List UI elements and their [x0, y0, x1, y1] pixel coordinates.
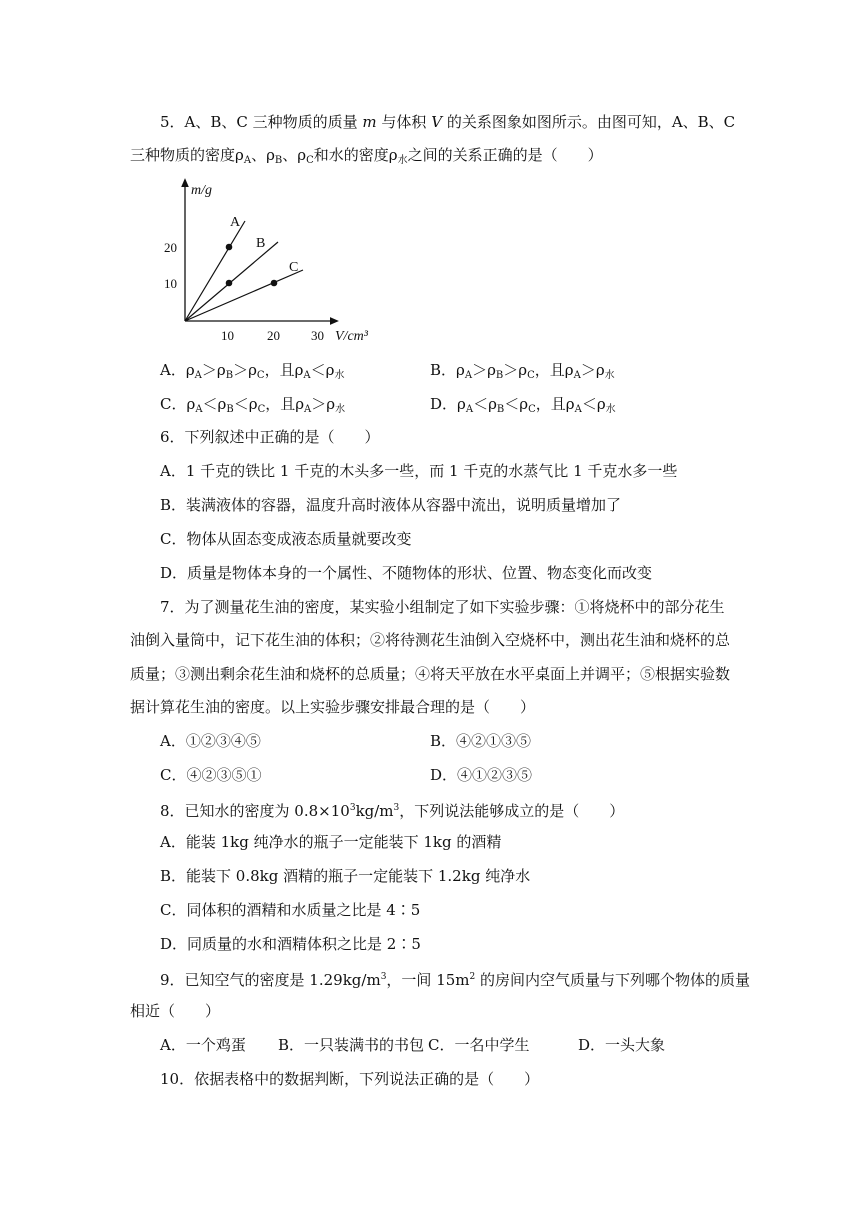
q6-stem: 6．下列叙述中正确的是（ ）	[160, 428, 380, 446]
q7-option-c[interactable]: C．④②③⑤①	[160, 766, 262, 784]
q7-stem-line: 质量；③测出剩余花生油和烧杯的总质量；④将天平放在水平桌面上并调平；⑤根据实验数	[130, 665, 731, 683]
line-c	[185, 270, 303, 321]
q5-option-b[interactable]: B．$\rho_A>\rho_B>\rho_C$，且$\rho_A>\rho_水$	[430, 361, 615, 381]
q6-option-c[interactable]: C．物体从固态变成液态质量就要改变	[160, 530, 412, 548]
q8-option-b[interactable]: B．能装下 0.8kg 酒精的瓶子一定能装下 1.2kg 纯净水	[160, 867, 531, 885]
q5-text: 与体积	[376, 113, 432, 131]
q5-text: 和水的密度	[313, 146, 389, 164]
line-label-c: C	[289, 260, 299, 275]
separator: 、	[282, 146, 298, 164]
line-label-b: B	[256, 236, 266, 251]
q5-text: 5．A、B、C 三种物质的质量	[160, 113, 363, 131]
q5-option-c[interactable]: C．$\rho_A<\rho_B<\rho_C$，且$\rho_A>\rho_水$	[160, 395, 346, 415]
q9-stem-line2: 相近（ ）	[130, 1002, 221, 1020]
point-b	[226, 280, 233, 287]
q6-option-a[interactable]: A．1 千克的铁比 1 千克的木头多一些，而 1 千克的水蒸气比 1 千克水多一些	[160, 462, 678, 480]
x-tick-label: 10	[221, 328, 234, 343]
q9-option-d[interactable]: D．一头大象	[578, 1036, 666, 1054]
x-axis-label: V/cm³	[335, 329, 368, 344]
var-v: V	[431, 113, 443, 131]
q9-option-b[interactable]: B．一只装满书的书包	[278, 1036, 425, 1054]
q8-option-a[interactable]: A．能装 1kg 纯净水的瓶子一定能装下 1kg 的酒精	[160, 833, 502, 851]
q7-stem-line: 油倒入量筒中，记下花生油的体积；②将待测花生油倒入空烧杯中，测出花生油和烧杯的总	[130, 631, 731, 649]
q9-stem: 9．已知空气的密度是 $1.29kg/m^3$，一间 $15m^2$ 的房间内空气质量与下列哪个物体的质量	[160, 971, 751, 989]
q5-text: 的关系图象如图所示。由图可知，A、B、C	[442, 113, 736, 131]
separator: 、	[251, 146, 267, 164]
q7-option-b[interactable]: B．④②①③⑤	[430, 732, 532, 750]
q7-stem-line: 7．为了测量花生油的密度，某实验小组制定了如下实验步骤：①将烧杯中的部分花生	[160, 598, 725, 616]
q9-option-c[interactable]: C．一名中学生	[428, 1036, 530, 1054]
y-axis-label: m/g	[191, 183, 212, 198]
q5-option-a[interactable]: A．$\rho_A>\rho_B>\rho_C$，且$\rho_A<\rho_水$	[160, 361, 345, 381]
rho-a: $\rho_A$	[235, 146, 252, 166]
point-c	[271, 280, 278, 287]
q10-stem: 10．依据表格中的数据判断，下列说法正确的是（ ）	[160, 1070, 540, 1088]
line-label-a: A	[230, 215, 241, 230]
mass-volume-graph	[155, 176, 380, 351]
rho-b: $\rho_B$	[266, 146, 283, 166]
point-a	[226, 244, 233, 251]
q7-option-d[interactable]: D．④①②③⑤	[430, 766, 533, 784]
q8-option-c[interactable]: C．同体积的酒精和水质量之比是 4∶5	[160, 901, 421, 919]
q7-stem-line: 据计算花生油的密度。以上实验步骤安排最合理的是（ ）	[130, 698, 536, 716]
q6-option-d[interactable]: D．质量是物体本身的一个属性、不随物体的形状、位置、物态变化而改变	[160, 564, 653, 582]
y-tick-label: 20	[164, 240, 177, 255]
q8-option-d[interactable]: D．同质量的水和酒精体积之比是 2∶5	[160, 935, 421, 953]
q8-stem: 8．已知水的密度为 $0.8\times 10^3kg/m^3$，下列说法能够成立的是（ ）	[160, 802, 625, 820]
x-tick-label: 30	[311, 328, 324, 343]
q7-option-a[interactable]: A．①②③④⑤	[160, 732, 261, 750]
q9-option-a[interactable]: A．一个鸡蛋	[160, 1036, 246, 1054]
q5-stem-line2	[130, 145, 603, 171]
q5-text: 之间的关系正确的是（ ）	[407, 146, 603, 164]
x-tick-label: 20	[267, 328, 280, 343]
var-m: m	[362, 113, 377, 131]
q5-text: 三种物质的密度	[130, 146, 236, 164]
rho-water: $\rho_水$	[388, 146, 408, 166]
q5-stem-line1	[160, 112, 735, 132]
y-tick-label: 10	[164, 276, 177, 291]
q5-option-d[interactable]: D．$\rho_A<\rho_B<\rho_C$，且$\rho_A<\rho_水$	[430, 395, 616, 415]
line-a	[185, 221, 245, 321]
q6-option-b[interactable]: B．装满液体的容器，温度升高时液体从容器中流出，说明质量增加了	[160, 496, 622, 514]
rho-c: $\rho_C$	[297, 146, 314, 166]
